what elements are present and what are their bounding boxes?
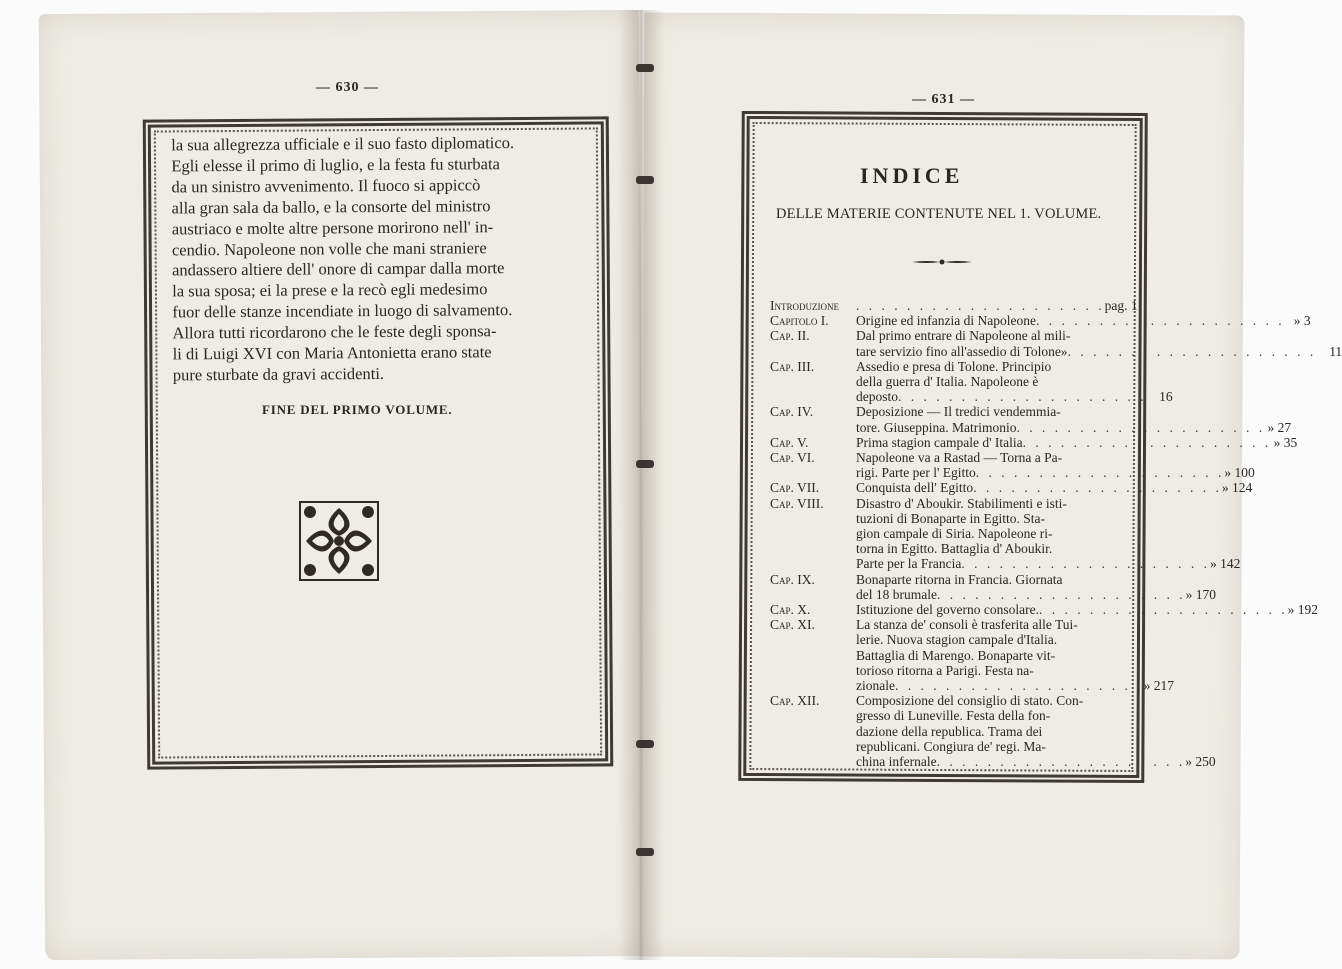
toc-chapter-label: Capitolo I. (770, 313, 829, 329)
toc-leader-dots: . . . . . . . . . . . . . . . . . . . . (973, 480, 1222, 496)
toc-page-number: » 3 (1293, 313, 1311, 329)
closing-line: FINE DEL PRIMO VOLUME. (262, 402, 453, 417)
toc-entry-text: Disastro d' Aboukir. Stabilimenti e isti- (856, 495, 1067, 511)
left-page-number: — 630 — (316, 80, 379, 95)
toc-leader-dots: . . . . . . . . . . . . . . . . . . . . (961, 556, 1210, 572)
body-text-line: la sua allegrezza ufficiale e il suo fasto diplomatico. (171, 133, 515, 155)
body-text-line: alla gran sala da ballo, e la consorte del ministro (171, 195, 491, 218)
toc-entry-text: La stanza de' consoli è trasferita alle Tui- (856, 617, 1078, 633)
body-text-line: cendio. Napoleone non volle che mani straniere (171, 237, 487, 259)
body-text-line: Egli elesse il primo di luglio, e la festa fu sturbata (171, 154, 500, 176)
toc-page-number: » 192 (1287, 602, 1318, 618)
toc-entry-text: Origine ed infanzia di Napoleone (856, 313, 1036, 329)
toc-entry (770, 480, 1253, 496)
body-text (171, 133, 583, 387)
right-page-number: — 631 — (912, 92, 975, 107)
body-text-line: la sua sposa; ei la prese e la recò egli medesimo (172, 279, 488, 301)
toc-entry-text: Napoleone va a Rastad — Torna a Pa- (856, 450, 1063, 466)
toc-leader-dots: . . . . . . . . . . . . . . . . . . . . (1016, 419, 1266, 435)
toc-entry-text: torioso ritorna a Parigi. Festa na- (856, 662, 1034, 678)
toc-chapter-label: Cap. XI. (770, 617, 815, 633)
toc-page-number: 11 (1329, 343, 1342, 359)
toc-entry-text: china infernale (856, 754, 937, 770)
binding-stitch (636, 740, 654, 748)
toc-entry (770, 434, 1298, 450)
toc-page-number: » 250 (1185, 754, 1216, 770)
binding-stitch (636, 64, 654, 72)
toc-entry-text: republicani. Congiura de' regi. Ma- (856, 738, 1046, 754)
toc-page-number: » 142 (1209, 556, 1241, 572)
toc-entry-text: del 18 brumale (856, 586, 937, 602)
divider-ornament (912, 258, 972, 266)
body-text-line: andassero altiere dell' onore di campar dalla morte (172, 258, 505, 280)
toc-entry (770, 571, 1216, 602)
toc-entry-text: Prima stagion campale d' Italia (856, 434, 1023, 450)
binding-stitch (636, 460, 654, 468)
index-subtitle: DELLE MATERIE CONTENUTE NEL 1. VOLUME. (776, 206, 1102, 222)
toc-entry-text: lerie. Nuova stagion campale d'Italia. (856, 632, 1058, 648)
binding-stitch (636, 176, 654, 184)
body-text-line: Allora tutti ricordarono che le feste degli sponsa- (172, 321, 497, 343)
toc-entry-text: rigi. Parte per l' Egitto (856, 465, 976, 481)
toc-chapter-label: Cap. IV. (770, 404, 814, 420)
toc-entry (770, 313, 1311, 329)
body-text-line: li di Luigi XVI con Maria Antonietta erano state (172, 342, 492, 364)
toc-entry-text: Assedio e presa di Tolone. Principio (856, 358, 1052, 374)
toc-chapter-label: Cap. XII. (770, 693, 820, 709)
toc-leader-dots: . . . . . . . . . . . . . . . . . . . . (975, 465, 1225, 481)
toc-page-number: 16 (1159, 389, 1173, 405)
table-of-contents (770, 298, 1342, 770)
toc-entry-text: tuzioni di Bonaparte in Egitto. Sta- (856, 510, 1045, 526)
toc-leader-dots: . . . . . . . . . . . . . . . . . . . . (936, 586, 1186, 602)
toc-entry-text: Composizione del consiglio di stato. Con- (856, 693, 1084, 709)
index-title: INDICE (860, 163, 964, 188)
toc-entry-text: gresso di Luneville. Festa della fon- (856, 708, 1051, 724)
toc-leader-dots: . . . . . . . . . . . . . . . . . . . . (1035, 313, 1285, 329)
toc-entry-text: torna in Egitto. Battaglia d' Aboukir. (856, 541, 1053, 557)
floral-ornament (298, 500, 380, 582)
toc-chapter-label: Cap. III. (770, 358, 815, 374)
toc-entry (770, 298, 1138, 313)
book-gutter (618, 10, 664, 960)
toc-page-number: » 124 (1221, 480, 1253, 496)
toc-page-number: pag. 1 (1104, 298, 1138, 313)
body-text-line: da un sinistro avvenimento. Il fuoco si appiccò (171, 175, 481, 197)
toc-entry-text: Deposizione — Il tredici vendemmia- (856, 404, 1061, 420)
toc-entry (770, 602, 1318, 618)
toc-entry-text: Conquista dell' Egitto (856, 480, 974, 496)
toc-page-number: » 217 (1143, 678, 1174, 694)
toc-entry (770, 495, 1241, 572)
toc-entry-text: zionale (856, 678, 895, 694)
toc-leader-dots: . . . . . . . . . . . . . . . . . . . . (856, 298, 1105, 313)
binding-stitch (636, 848, 654, 856)
toc-entry-text: Dal primo entrare di Napoleone al mili- (856, 328, 1071, 344)
toc-page-number: » 27 (1267, 419, 1292, 435)
toc-entry-text: deposto (856, 389, 898, 405)
toc-chapter-label: Cap. VI. (770, 450, 815, 466)
toc-chapter-label: Cap. VIII. (770, 495, 824, 511)
toc-entry-text: Istituzione del governo consolare. (856, 602, 1039, 618)
body-text-line: pure sturbate da gravi accidenti. (172, 363, 385, 385)
toc-entry-text: Bonaparte ritorna in Francia. Giornata (856, 571, 1063, 587)
toc-entry-text: della guerra d' Italia. Napoleone è (856, 374, 1039, 390)
toc-leader-dots: . . . . . . . . . . . . . . . . . . . . (894, 678, 1144, 694)
toc-leader-dots: . . . . . . . . . . . . . . . . . . . . (1022, 434, 1272, 450)
toc-chapter-label: Cap. V. (770, 434, 809, 450)
toc-chapter-label: Cap. II. (770, 328, 810, 344)
toc-entry (770, 450, 1255, 481)
toc-page-number: » 35 (1273, 434, 1298, 450)
toc-leader-dots: . . . . . . . . . . . . . . . . . . . . (1038, 602, 1288, 618)
toc-page-number: » 100 (1224, 465, 1255, 481)
toc-entry (770, 404, 1292, 435)
toc-entry (770, 617, 1174, 694)
toc-chapter-label: Cap. X. (770, 602, 811, 618)
toc-entry-text: dazione della republica. Trama dei (856, 723, 1043, 739)
toc-entry (770, 328, 1342, 359)
toc-chapter-label: Introduzione (770, 298, 839, 313)
toc-entry-text: gion campale di Siria. Napoleone ri- (856, 526, 1053, 542)
toc-entry (770, 693, 1216, 770)
body-text-line: fuor delle stanze incendiate in luogo di salvamento. (172, 300, 513, 322)
toc-leader-dots: . . . . . . . . . . . . . . . . . . . . (898, 389, 1147, 405)
toc-page-number: » 170 (1185, 586, 1216, 602)
toc-entry-text: Parte per la Francia (856, 556, 962, 572)
toc-chapter-label: Cap. IX. (770, 571, 815, 587)
toc-leader-dots: . . . . . . . . . . . . . . . . . . . . (936, 754, 1186, 770)
toc-entry-text: tore. Giuseppina. Matrimonio (856, 419, 1017, 435)
toc-leader-dots: . . . . . . . . . . . . . . . . . . . . (1067, 343, 1317, 359)
toc-entry-text: Battaglia di Marengo. Bonaparte vit- (856, 647, 1056, 663)
toc-chapter-label: Cap. VII. (770, 480, 820, 496)
toc-entry-text: tare servizio fino all'assedio di Tolone» (856, 343, 1068, 359)
toc-entry (770, 358, 1173, 405)
body-text-line: austriaco e molte altre persone morirono nell' in- (171, 216, 494, 239)
